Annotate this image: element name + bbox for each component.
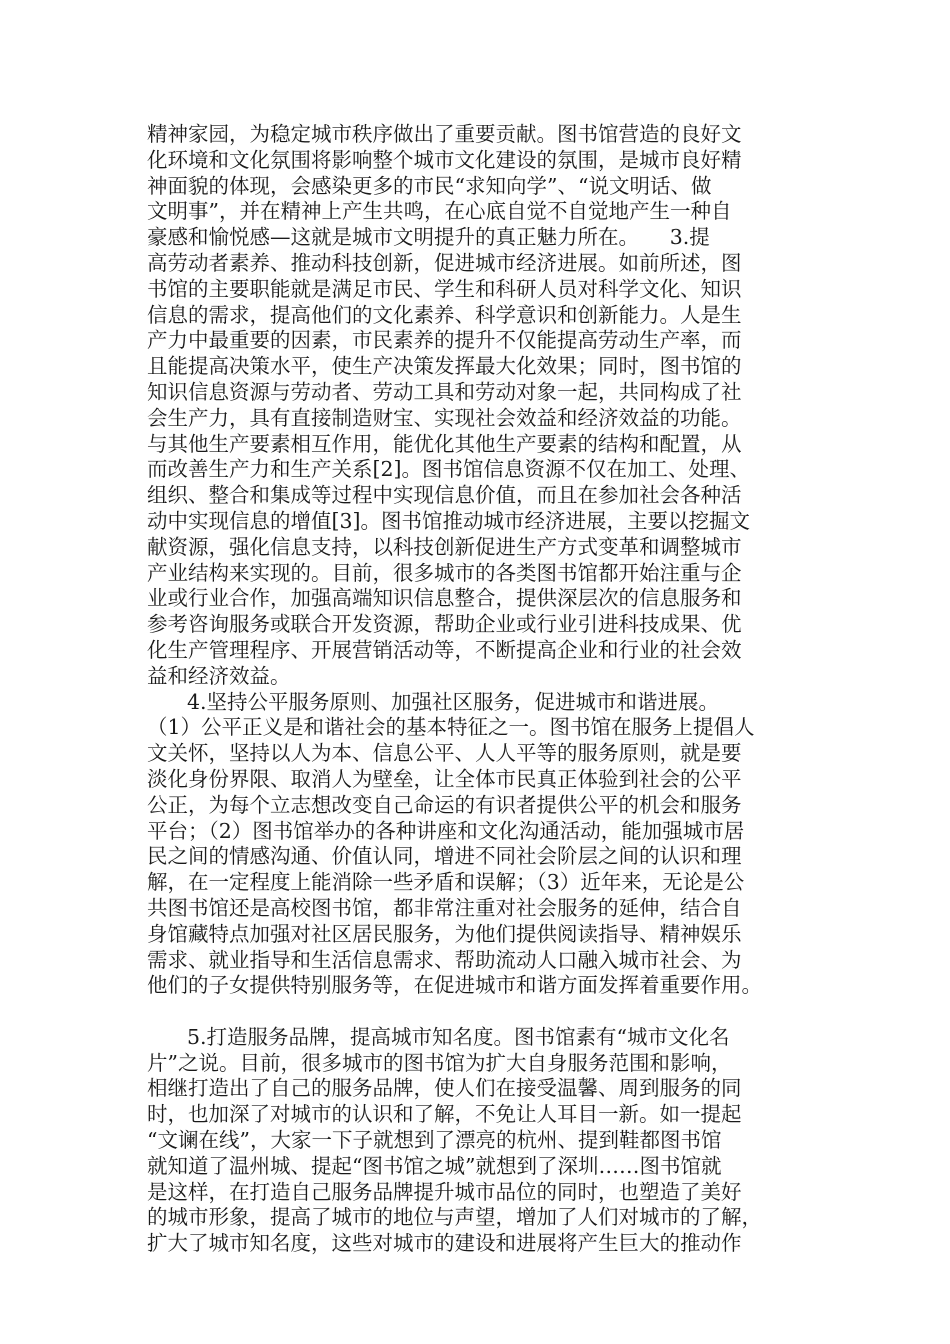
text-line: 组织、整合和集成等过程中实现信息价值，而且在参加社会各种活 <box>147 483 742 508</box>
text-line: 而改善生产力和生产关系[2]。图书馆信息资源不仅在加工、处理、 <box>147 457 751 482</box>
text-line: 且能提高决策水平，使生产决策发挥最大化效果；同时，图书馆的 <box>147 354 742 379</box>
text-line: 的城市形象，提高了城市的地位与声望，增加了人们对城市的了解， <box>147 1205 762 1230</box>
text-line: 身馆藏特点加强对社区居民服务，为他们提供阅读指导、精神娱乐 <box>147 921 742 946</box>
paragraph-gap <box>147 999 807 1025</box>
text-line: 动中实现信息的增值[3]。图书馆推动城市经济进展，主要以挖掘文 <box>147 508 751 533</box>
text-line: 益和经济效益。 <box>147 663 291 688</box>
text-line: 文关怀，坚持以人为本、信息公平、人人平等的服务原则，就是要 <box>147 741 742 766</box>
text-line: 相继打造出了自己的服务品牌，使人们在接受温馨、周到服务的同 <box>147 1076 742 1101</box>
text-line: “文谰在线”，大家一下子就想到了漂亮的杭州、提到鞋都图书馆 <box>147 1128 722 1153</box>
paragraph-heading: 5.打造服务品牌，提高城市知名度。图书馆素有“城市文化名 <box>187 1024 730 1049</box>
text-line: 民之间的情感沟通、价值认同，增进不同社会阶层之间的认识和理 <box>147 844 742 869</box>
text-line: 产业结构来实现的。目前，很多城市的各类图书馆都开始注重与企 <box>147 560 742 585</box>
text-line: 需求、就业指导和生活信息需求、帮助流动人口融入城市社会、为 <box>147 947 742 972</box>
text-line: 共图书馆还是高校图书馆，都非常注重对社会服务的延伸，结合自 <box>147 895 742 920</box>
text-line: 平台；（2）图书馆举办的各种讲座和文化沟通活动，能加强城市居 <box>147 818 745 843</box>
text-line: 解，在一定程度上能消除一些矛盾和误解；（3）近年来，无论是公 <box>147 870 745 895</box>
text-line: 高劳动者素养、推动科技创新，促进城市经济进展。如前所述，图 <box>147 250 742 275</box>
text-line: 业或行业合作，加强高端知识信息整合，提供深层次的信息服务和 <box>147 586 742 611</box>
text-line: 产力中最重要的因素，市民素养的提升不仅能提高劳动生产率，而 <box>147 328 742 353</box>
text-line: 参考咨询服务或联合开发资源，帮助企业或行业引进科技成果、优 <box>147 612 742 637</box>
text-line: 神面貌的体现，会感染更多的市民“求知向学”、“说文明话、做 <box>147 173 712 198</box>
text-line: 他们的子女提供特别服务等，在促进城市和谐方面发挥着重要作用。 <box>147 973 762 998</box>
text-line: 与其他生产要素相互作用，能优化其他生产要素的结构和配置，从 <box>147 431 742 456</box>
text-line: 会生产力，具有直接制造财宝、实现社会效益和经济效益的功能。 <box>147 405 742 430</box>
text-line: 书馆的主要职能就是满足市民、学生和科研人员对科学文化、知识 <box>147 276 742 301</box>
text-line: 片”之说。目前，很多城市的图书馆为扩大自身服务范围和影响， <box>147 1050 732 1075</box>
text-line: 化生产管理程序、开展营销活动等，不断提高企业和行业的社会效 <box>147 637 742 662</box>
text-line: 淡化身份界限、取消人为壁垒，让全体市民真正体验到社会的公平 <box>147 766 742 791</box>
text-line: 文明事”，并在精神上产生共鸣，在心底自觉不自觉地产生一种自 <box>147 199 732 224</box>
text-line: 时，也加深了对城市的认识和了解，不免让人耳目一新。如一提起 <box>147 1102 742 1127</box>
text-line: 化环境和文化氛围将影响整个城市文化建设的氛围，是城市良好精 <box>147 147 742 172</box>
text-line: 公正，为每个立志想改变自己命运的有识者提供公平的机会和服务 <box>147 792 742 817</box>
body-text <box>147 122 807 1257</box>
text-line: 信息的需求，提高他们的文化素养、科学意识和创新能力。人是生 <box>147 302 742 327</box>
text-line: 是这样，在打造自己服务品牌提升城市品位的同时，也塑造了美好 <box>147 1179 742 1204</box>
text-line: 扩大了城市知名度，这些对城市的建设和进展将产生巨大的推动作 <box>147 1231 742 1256</box>
text-line: 豪感和愉悦感—这就是城市文明提升的真正魅力所在。 3.提 <box>147 225 710 250</box>
text-line: 献资源，强化信息支持，以科技创新促进生产方式变革和调整城市 <box>147 534 742 559</box>
text-line: （1）公平正义是和谐社会的基本特征之一。图书馆在服务上提倡人 <box>147 715 755 740</box>
text-line: 知识信息资源与劳动者、劳动工具和劳动对象一起，共同构成了社 <box>147 379 742 404</box>
text-line: 就知道了温州城、提起“图书馆之城”就想到了深圳……图书馆就 <box>147 1153 722 1178</box>
text-line: 精神家园，为稳定城市秩序做出了重要贡献。图书馆营造的良好文 <box>147 122 742 146</box>
paragraph-heading: 4.坚持公平服务原则、加强社区服务，促进城市和谐进展。 <box>187 689 720 714</box>
